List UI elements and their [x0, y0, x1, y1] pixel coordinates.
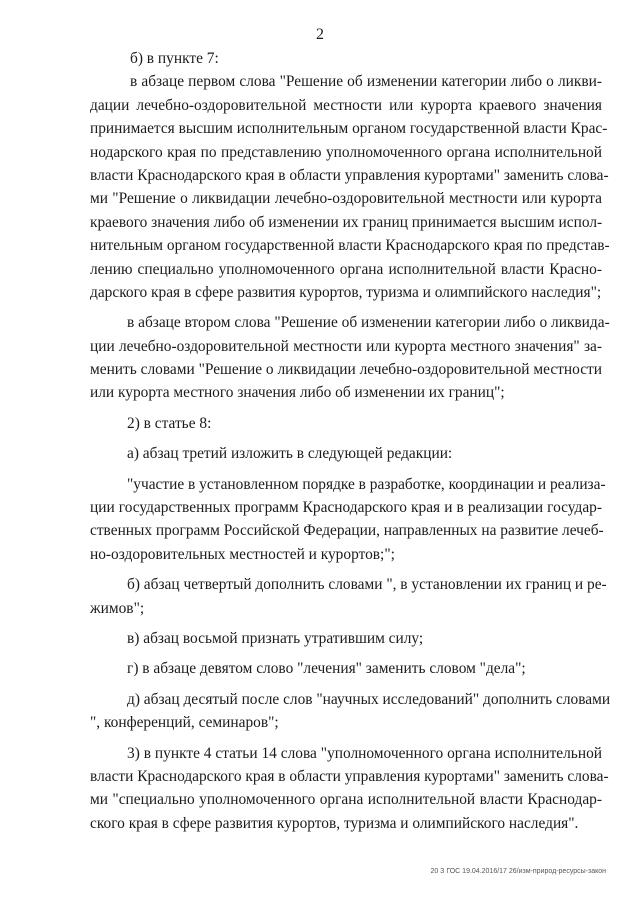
paragraph-line: ции лечебно-оздоровительной местности или курорта местного значения" за-	[90, 337, 602, 355]
paragraph-line: ции государственных программ Краснодарского края и в реализации государ-	[90, 499, 602, 517]
paragraph-line: дации лечебно-оздоровительной местности или курорта краевого значения	[90, 96, 602, 114]
paragraph-line: ского края в сфере развития курортов, туризма и олимпийского наследия".	[90, 814, 579, 832]
paragraph-line: ", конференций, семинаров";	[90, 714, 279, 732]
paragraph-line: ственных программ Российской Федерации, направленных на развитие лечеб-	[90, 522, 604, 540]
paragraph-line: в абзаце втором слова "Решение об изменении категории либо о ликвида-	[127, 314, 610, 332]
paragraph-line: жимов";	[90, 599, 145, 617]
paragraph-line: лению специально уполномоченного органа исполнительной власти Красно-	[90, 260, 602, 278]
paragraph-line: г) в абзаце девятом слово "лечения" заменить словом "дела";	[127, 660, 526, 678]
paragraph-line: нодарского края по представлению уполномоченного органа исполнительной	[90, 143, 602, 161]
page-number: 2	[316, 26, 324, 43]
paragraph-line: власти Краснодарского края в области управления курортами" заменить слова-	[90, 767, 609, 785]
document-body	[90, 47, 611, 835]
document-footer-code: 20 З ГОС 19.04.2016/17 26/изм-природ-ресурсы-закон	[430, 868, 606, 875]
paragraph-line: но-оздоровительных местностей и курортов;";	[90, 545, 395, 563]
paragraph-line: б) абзац четвертый дополнить словами ", в установлении их границ и ре-	[127, 576, 607, 594]
paragraph-line: 2) в статье 8:	[127, 414, 212, 432]
paragraph-line: принимается высшим исполнительным органом государственной власти Крас-	[90, 120, 608, 138]
paragraph-line: в абзаце первом слова "Решение об изменении категории либо о ликви-	[130, 73, 602, 91]
paragraph-line: а) абзац третий изложить в следующей редакции:	[127, 445, 453, 463]
paragraph-line: ми "Решение о ликвидации лечебно-оздоровительной местности или курорта	[90, 190, 602, 208]
paragraph-line: нительным органом государственной власти Краснодарского края по представ-	[90, 237, 610, 255]
paragraph-line: дарского края в сфере развития курортов, туризма и олимпийского наследия";	[90, 283, 602, 301]
paragraph-line: или курорта местного значения либо об изменении их границ";	[90, 384, 505, 402]
paragraph-line: "участие в установленном порядке в разработке, координации и реализа-	[127, 475, 606, 493]
paragraph-line: б) в пункте 7:	[130, 50, 219, 67]
paragraph-line: власти Краснодарского края в области управления курортами" заменить слова-	[90, 166, 609, 184]
paragraph-line: в) абзац восьмой признать утратившим силу;	[127, 629, 424, 647]
paragraph-line: д) абзац десятый после слов "научных исследований" дополнить словами	[127, 690, 611, 708]
paragraph-line: ми "специально уполномоченного органа исполнительной власти Краснодар-	[90, 791, 602, 809]
paragraph-line: краевого значения либо об изменении их границ принимается высшим испол-	[90, 213, 603, 231]
paragraph-line: 3) в пункте 4 статьи 14 слова "уполномоченного органа исполнительной	[127, 744, 602, 762]
paragraph-line: менить словами "Решение о ликвидации лечебно-оздоровительной местности	[90, 361, 602, 379]
